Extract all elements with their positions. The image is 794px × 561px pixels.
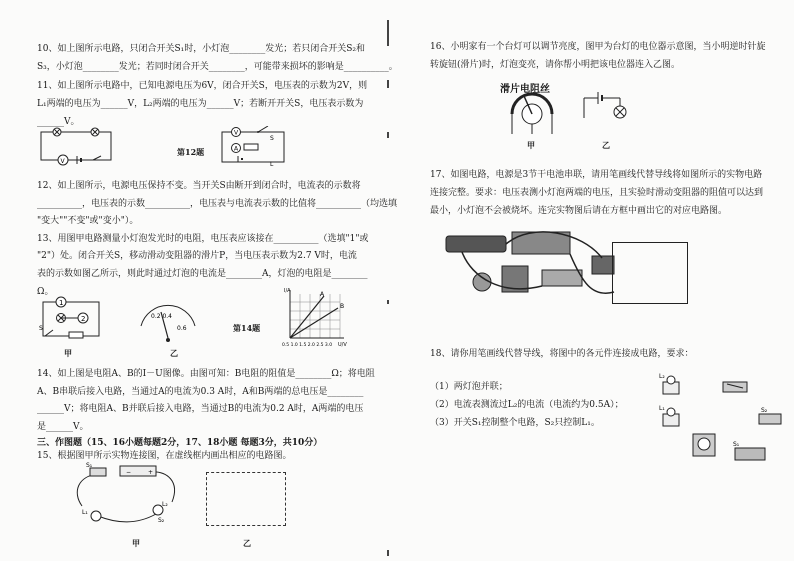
q11-line2: L₁两端的电压为______V，L₂两端的电压为______V；若断开开关S，电压表示数为: [37, 99, 364, 109]
fig12-caption: 第12题: [177, 147, 205, 157]
line-a-label: A: [320, 291, 325, 298]
q17-line3: 最小，小灯泡不会被烧坏。连完实物图后请在方框中画出它的对应电路图。: [430, 206, 728, 216]
q17-physical-circuit: [442, 222, 620, 310]
svg-text:V: V: [60, 158, 65, 165]
svg-text:L: L: [270, 161, 274, 168]
fig13-yi-caption: 乙: [170, 348, 178, 358]
q11-circuit-figure: [37, 126, 117, 168]
svg-text:S₂: S₂: [761, 407, 768, 414]
q15-line: 15、根据图甲所示实物连接图，在虚线框内画出相应的电路图。: [37, 451, 292, 461]
q14-line4: 是______V。: [37, 422, 89, 432]
q16-circuit-figure: [580, 92, 632, 128]
q18-req3: （3）开关S₁控制整个电路，S₂只控制L₁。: [430, 418, 600, 428]
fig14-caption: 第14题: [233, 323, 261, 333]
q18-components-figure: [659, 372, 794, 472]
right-column: [404, 0, 794, 561]
q10-line1: 10、如上图所示电路，只闭合开关S₁时，小灯泡________发光；若只闭合开关S₂和: [37, 44, 366, 54]
q17-line2: 连接完整。要求：电压表测小灯泡两端的电压，且实验时滑动变阻器的阻值可以达到: [430, 188, 764, 198]
q18-line: 18、请你用笔画线代替导线，将图中的各元件连接成电路，要求：: [430, 349, 694, 359]
svg-text:S₁: S₁: [733, 441, 740, 448]
q14-line3: ______V；将电阻A、B并联后接入电路，当通过B的电流为0.2 A时，A两端的电压: [37, 404, 364, 414]
svg-text:2: 2: [81, 315, 86, 323]
svg-text:1: 1: [59, 299, 64, 307]
q13-line1: 13、用图甲电路测量小灯泡发光时的电阻，电压表应该接在__________（选填"1"或: [37, 234, 369, 244]
page-fold-line: [384, 0, 392, 561]
q16-line2: 转旋钮(滑片)时，灯泡变亮，请你帮小明把该电位器连入乙图。: [430, 60, 681, 70]
svg-text:V: V: [234, 129, 239, 137]
q13-line3: 表的示数如图乙所示，则此时通过灯泡的电流是________A，灯泡的电阻是________: [37, 269, 368, 279]
svg-text:L₂: L₂: [659, 373, 665, 380]
fig13-jia-caption: 甲: [64, 348, 72, 358]
fig16-jia-caption: 甲: [527, 140, 535, 150]
fig16-yi-caption: 乙: [602, 140, 610, 150]
q12-circuit-figure: [218, 126, 290, 170]
svg-text:−: −: [126, 469, 132, 476]
svg-text:S: S: [39, 325, 43, 332]
svg-text:S₁: S₁: [86, 462, 93, 469]
iu-graph-figure: [280, 284, 350, 348]
q15-physical-circuit: [68, 462, 188, 534]
fig15-yi-caption: 乙: [243, 538, 251, 548]
q12-line3: "变大""不变"或"变小"）。: [37, 216, 139, 226]
q15-answer-box: [206, 472, 286, 526]
fig15-jia-caption: 甲: [132, 538, 140, 548]
graph-y-label: I/A: [284, 288, 291, 294]
q18-req2: （2）电流表测流过L₂的电流（电流约为0.5A）；: [430, 400, 624, 410]
line-b-label: B: [340, 303, 345, 310]
graph-x-label: U/V: [338, 342, 347, 348]
q17-line1: 17、如图电路，电源是3节干电池串联，请用笔画线代替导线将如图所示的实物电路: [430, 170, 763, 180]
q13-circuit-figure: [37, 294, 109, 346]
q17-answer-box: [612, 242, 688, 304]
svg-text:S: S: [270, 135, 274, 142]
svg-text:L₂: L₂: [162, 501, 168, 508]
potentiometer-label: 滑片电阻丝: [500, 84, 550, 95]
svg-text:L₁: L₁: [659, 405, 665, 412]
q18-req1: （1）两灯泡并联；: [430, 382, 508, 392]
q10-line2: S₃，小灯泡________发光；若同时闭合开关________，可能带来损坏的影响是__________。: [37, 62, 398, 72]
ammeter-max-label: 0.6: [177, 325, 187, 332]
ammeter-ticks: 0.2 0.4: [151, 313, 172, 320]
q12-line1: 12、如上图所示，电源电压保持不变。当开关S由断开到闭合时，电流表的示数将: [37, 181, 361, 191]
q11-line1: 11、如上图所示电路中，已知电源电压为6V，闭合开关S，电压表的示数为2V，则: [37, 81, 368, 91]
svg-text:S₂: S₂: [158, 517, 165, 524]
graph-x-ticks: 0.5 1.0 1.5 2.0 2.5 3.0: [282, 343, 333, 348]
q13-line4: Ω。: [37, 287, 54, 297]
svg-text:+: +: [148, 469, 154, 476]
potentiometer-figure: [504, 90, 564, 138]
q14-line2: A、B串联后接入电路，当通过A的电流为0.3 A时，A和B两端的总电压是________: [37, 387, 364, 397]
q16-line1: 16、小明家有一个台灯可以调节亮度，图甲为台灯的电位器示意图，当小明逆时针旋: [430, 42, 766, 52]
q13-line2: "2"）处。闭合开关S，移动滑动变阻器的滑片P，当电压表示数为2.7 V时，电流: [37, 251, 357, 261]
svg-text:L₁: L₁: [82, 509, 88, 516]
section-3-heading: 三、作图题（15、16小题每题2分，17、18小题 每题3分，共10分）: [37, 438, 323, 448]
q14-line1: 14、如上图是电阻A、B的I－U图像。由图可知：B电阻的阻值是________Ω；将电阻: [37, 369, 375, 379]
ammeter-dial-figure: [133, 300, 203, 346]
q11-line3: ______V。: [37, 117, 80, 127]
q12-line2: __________，电压表的示数__________，电压表与电流表示数的比值将__________（均选填: [37, 199, 398, 209]
svg-text:A: A: [234, 145, 239, 153]
